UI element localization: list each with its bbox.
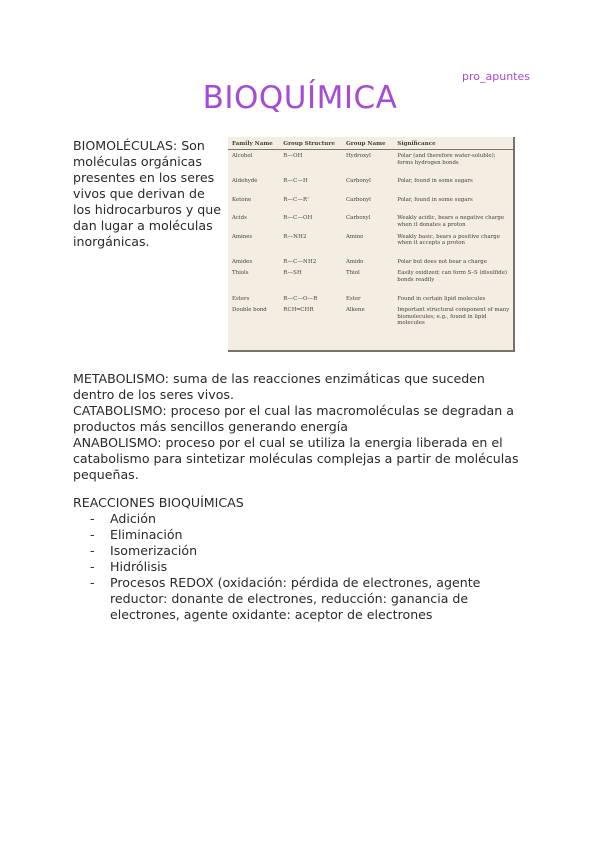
list-item: [73, 559, 533, 575]
functional-groups-table: [228, 137, 513, 329]
table-cell: R—C—R': [283, 196, 310, 203]
bullet-dash: -: [90, 543, 95, 558]
bullet-dash: -: [90, 511, 95, 526]
biomolecules-definition: BIOMOLÉCULAS: Son moléculas orgánicas presentes en los seres vivos que derivan de los hidrocarburos y que dan lugar a moléculas inorgánicas.: [73, 138, 221, 249]
list-item-text: Isomerización: [110, 543, 198, 558]
table-cell: R—SH: [283, 270, 302, 277]
table-cell: Carbonyl: [345, 196, 371, 203]
table-row: [228, 205, 513, 230]
list-item: [73, 527, 533, 543]
table-cell: Aldehyde: [232, 178, 258, 185]
table-cell: Alcohol: [232, 153, 253, 159]
column-header: Group Structure: [279, 137, 342, 150]
table-cell: Carboxyl: [345, 215, 371, 222]
list-item: [73, 575, 533, 623]
table-cell: R—C—O—R: [283, 295, 318, 302]
table-row: [228, 286, 513, 305]
reactions-section: [73, 495, 533, 623]
table-row: [228, 150, 513, 169]
author-tag: pro_apuntes: [462, 70, 530, 83]
table-cell: R—C—NH2: [283, 258, 317, 265]
table-cell: Hydroxyl: [345, 153, 371, 159]
table-cell: Ketone: [232, 196, 252, 203]
table-cell: Double bond: [232, 307, 267, 314]
table-cell: Acids: [232, 215, 247, 222]
table-cell: Amines: [232, 233, 253, 240]
table-row: [228, 304, 513, 329]
table-row: [228, 249, 513, 268]
table-cell: Ester: [345, 295, 361, 302]
table-row: [228, 231, 513, 249]
reactions-list: [73, 511, 533, 623]
table-cell: Polar but does not bear a charge: [397, 258, 487, 265]
table-cell: Polar, found in some sugars: [397, 178, 473, 185]
table-cell: R—NH2: [283, 233, 307, 240]
table-cell: Found in certain lipid molecules: [397, 295, 486, 302]
list-item-text: Hidrólisis: [110, 559, 168, 574]
table-row: [228, 187, 513, 206]
table-cell: Amides: [232, 258, 253, 265]
text-line: ANABOLISMO: proceso por el cual se utiliza la energia liberada en el: [73, 435, 503, 450]
list-item-text: Procesos REDOX (oxidación: pérdida de electrones, agente reductor: donante de electrones, reducción: ganancia de electrones, agente oxidante: aceptor de electrones: [110, 575, 481, 622]
text-line: pequeñas.: [73, 467, 139, 482]
text-line: productos más sencillos generando energía: [73, 419, 348, 434]
column-header: Significance: [393, 137, 513, 150]
table-row: [228, 168, 513, 187]
text-line: CATABOLISMO: proceso por el cual las macromoléculas se degradan a: [73, 403, 514, 418]
table-cell: Important structural component of many biomolecules; e.g., found in lipid molecules: [397, 307, 510, 327]
table-cell: Polar, found in some sugars: [397, 196, 473, 203]
list-item-text: Adición: [110, 511, 156, 526]
text-line: dentro de los seres vivos.: [73, 387, 234, 402]
bullet-dash: -: [90, 527, 95, 542]
table-cell: Esters: [232, 295, 250, 302]
page-title: BIOQUÍMICA: [202, 80, 398, 116]
column-header: Group Name: [342, 137, 393, 150]
table-cell: R—OH: [283, 153, 303, 159]
list-item-text: Eliminación: [110, 527, 183, 542]
text-line: catabolismo para sintetizar moléculas complejas a partir de moléculas: [73, 451, 519, 466]
table-header-row: [228, 137, 513, 150]
table-cell: Amino: [345, 233, 364, 240]
table-cell: Carbonyl: [345, 178, 371, 185]
table-cell: R—C—OH: [283, 215, 313, 222]
table-cell: Polar (and therefore water-soluble); forms hydrogen bonds: [397, 153, 496, 166]
section-heading: REACCIONES BIOQUÍMICAS: [73, 495, 244, 510]
table-cell: Weakly basic, bears a positive charge when it accepts a proton: [397, 233, 500, 247]
bullet-dash: -: [90, 559, 95, 574]
column-header: Family Name: [228, 137, 279, 150]
list-item: [73, 511, 533, 527]
table-cell: Weakly acidic, bears a negative charge when it donates a proton: [397, 215, 505, 228]
functional-groups-table-image: [228, 137, 515, 352]
table-cell: Easily oxidized; can form S–S (disulfide) bonds readily: [397, 270, 508, 283]
table-cell: RCH═CHR: [283, 307, 314, 314]
table-cell: Amido: [345, 258, 364, 265]
metabolism-definitions: [73, 371, 533, 483]
table-cell: Alkene: [345, 307, 365, 314]
list-item: [73, 543, 533, 559]
table-row: [228, 267, 513, 285]
table-cell: R—C—H: [283, 178, 308, 185]
bullet-dash: -: [90, 575, 95, 590]
table-cell: Thiols: [232, 270, 249, 277]
text-line: METABOLISMO: suma de las reacciones enzimáticas que suceden: [73, 371, 485, 386]
table-cell: Thiol: [345, 270, 360, 277]
